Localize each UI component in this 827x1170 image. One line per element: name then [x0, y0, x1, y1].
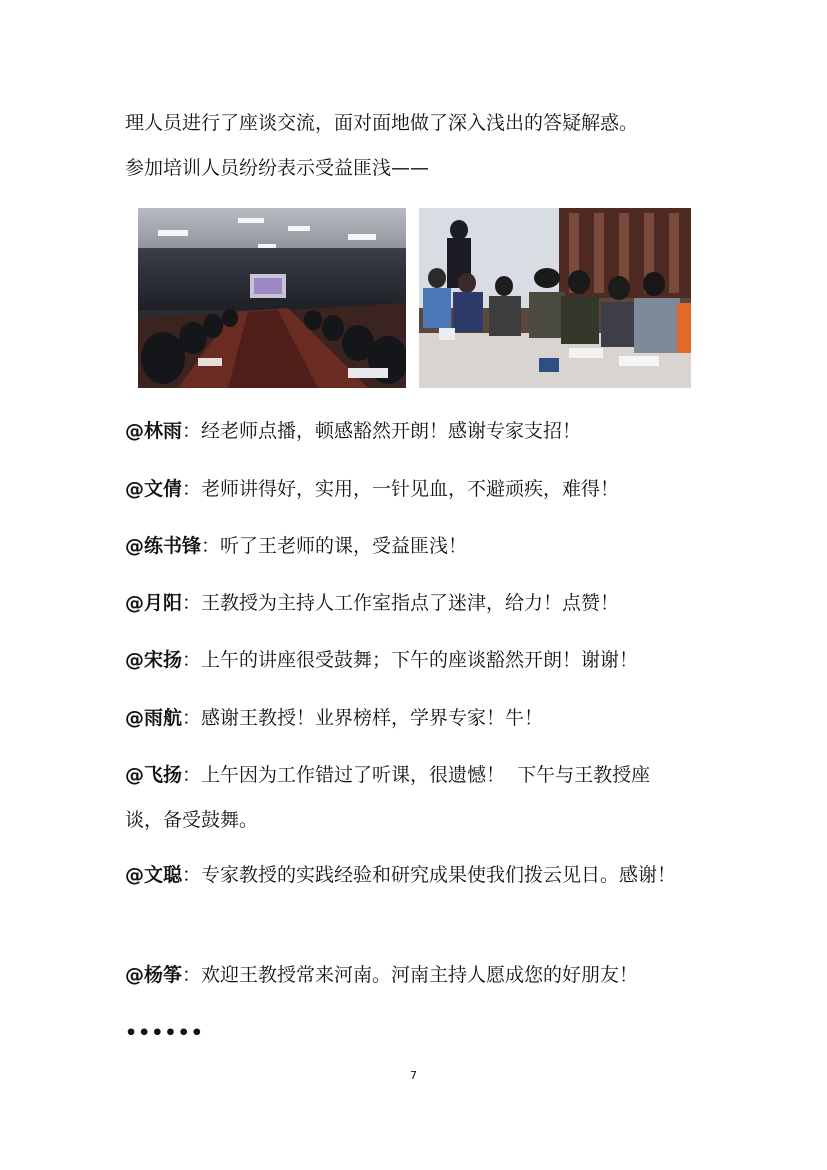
- comment-line: [125, 862, 676, 888]
- comment-separator: ：: [182, 420, 202, 442]
- comment-author: @林雨: [125, 420, 183, 442]
- comment-text: 感谢王教授！业界榜样，学界专家！牛！: [201, 707, 544, 729]
- comment-continuation: 谈，备受鼓舞。: [125, 809, 259, 831]
- comment-author: @雨航: [125, 707, 183, 729]
- comment-author: @飞扬: [125, 764, 183, 786]
- comment-text: 上午的讲座很受鼓舞；下午的座谈豁然开朗！谢谢！: [201, 649, 639, 671]
- comment-separator: ：: [201, 535, 221, 557]
- comment-author: @杨筝: [125, 964, 183, 986]
- comment-separator: ：: [182, 707, 202, 729]
- comment-text: 欢迎王教授常来河南。河南主持人愿成您的好朋友！: [201, 964, 639, 986]
- intro-line-1: 理人员进行了座谈交流，面对面地做了深入浅出的答疑解惑。: [125, 112, 639, 134]
- meeting-room-photo: [138, 208, 406, 388]
- comment-separator: ：: [182, 649, 202, 671]
- comment-text: 听了王老师的课，受益匪浅！: [220, 535, 468, 557]
- comment-author: @宋扬: [125, 649, 183, 671]
- comment-separator: ：: [182, 864, 202, 886]
- comment-text: 老师讲得好，实用，一针见血，不避顽疾，难得！: [201, 478, 620, 500]
- comment-author: @文聪: [125, 864, 183, 886]
- comment-line: [125, 762, 650, 788]
- comment-separator: ：: [182, 478, 202, 500]
- intro-line-2: 参加培训人员纷纷表示受益匪浅——: [125, 157, 430, 179]
- comment-text: 上午因为工作错过了听课，很遗憾！ 下午与王教授座: [201, 764, 651, 786]
- comment-line: [125, 533, 467, 559]
- page-number: 7: [410, 1069, 417, 1082]
- comment-line: [125, 647, 638, 673]
- comment-text: 王教授为主持人工作室指点了迷津，给力！点赞！: [201, 592, 620, 614]
- comment-line: [125, 590, 619, 616]
- comment-author: @练书锋: [125, 535, 202, 557]
- comment-line: [125, 705, 543, 731]
- comment-line: [125, 418, 581, 444]
- comment-line: [125, 476, 619, 502]
- ellipsis: ••••••: [125, 1022, 204, 1044]
- comment-separator: ：: [182, 592, 202, 614]
- comment-separator: ：: [182, 764, 202, 786]
- comment-author: @文倩: [125, 478, 183, 500]
- comment-text: 专家教授的实践经验和研究成果使我们拨云见日。感谢！: [201, 864, 677, 886]
- comment-separator: ：: [182, 964, 202, 986]
- comment-text: 经老师点播，顿感豁然开朗！感谢专家支招！: [201, 420, 582, 442]
- participants-photo: [419, 208, 691, 388]
- comment-author: @月阳: [125, 592, 183, 614]
- comment-line: [125, 962, 638, 988]
